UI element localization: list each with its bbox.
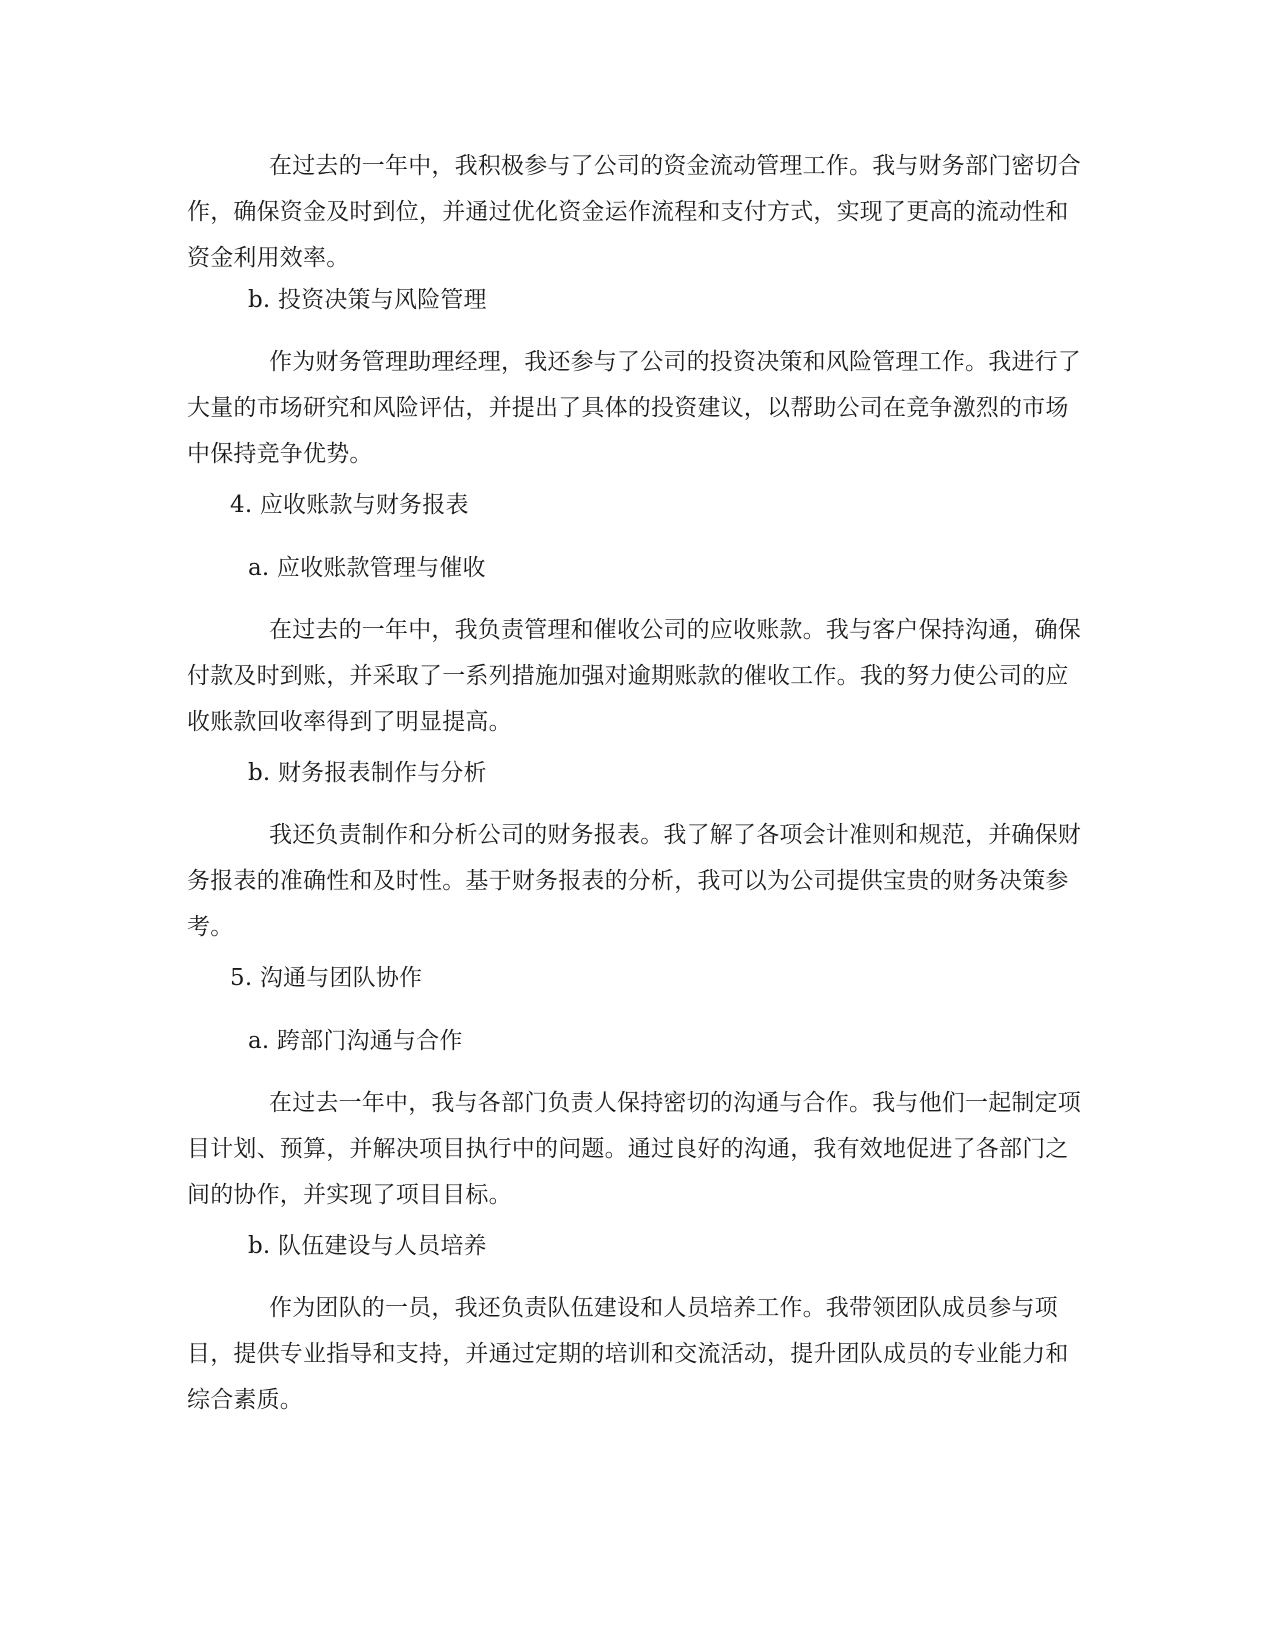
paragraph-receivables-collection: 在过去的一年中，我负责管理和催收公司的应收账款。我与客户保持沟通，确保付款及时到账，并采取了一系列措施加强对逾期账款的催收工作。我的努力使公司的应收账款回收率得到了明显提高。 <box>187 617 1081 735</box>
heading-receivables-reports: 4. 应收账款与财务报表 <box>230 492 469 518</box>
paragraph-cross-department: 在过去一年中，我与各部门负责人保持密切的沟通与合作。我与他们一起制定项目计划、预算，并解决项目执行中的问题。通过良好的沟通，我有效地促进了各部门之间的协作，并实现了项目目标。 <box>187 1090 1081 1208</box>
paragraph-investment-risk: 作为财务管理助理经理，我还参与了公司的投资决策和风险管理工作。我进行了大量的市场研究和风险评估，并提出了具体的投资建议，以帮助公司在竞争激烈的市场中保持竞争优势。 <box>187 349 1081 467</box>
paragraph-team-building: 作为团队的一员，我还负责队伍建设和人员培养工作。我带领团队成员参与项目，提供专业指导和支持，并通过定期的培训和交流活动，提升团队成员的专业能力和综合素质。 <box>187 1295 1069 1413</box>
heading-communication-teamwork: 5. 沟通与团队协作 <box>230 965 423 991</box>
subheading-team-building: b. 队伍建设与人员培养 <box>248 1233 487 1259</box>
subheading-receivables-collection: a. 应收账款管理与催收 <box>248 555 486 581</box>
subheading-investment-risk: b. 投资决策与风险管理 <box>248 287 487 313</box>
subheading-financial-reports: b. 财务报表制作与分析 <box>248 760 487 786</box>
paragraph-fund-flow: 在过去的一年中，我积极参与了公司的资金流动管理工作。我与财务部门密切合作，确保资金及时到位，并通过优化资金运作流程和支付方式，实现了更高的流动性和资金利用效率。 <box>187 153 1081 271</box>
subheading-cross-department: a. 跨部门沟通与合作 <box>248 1028 463 1054</box>
paragraph-financial-reports: 我还负责制作和分析公司的财务报表。我了解了各项会计准则和规范，并确保财务报表的准确性和及时性。基于财务报表的分析，我可以为公司提供宝贵的财务决策参考。 <box>187 822 1081 940</box>
